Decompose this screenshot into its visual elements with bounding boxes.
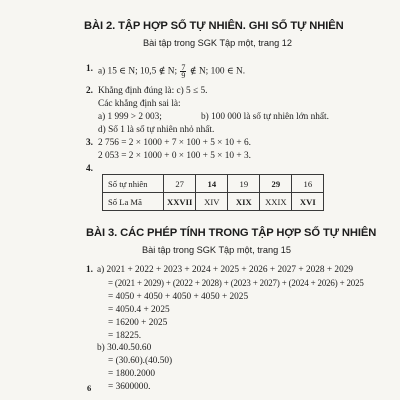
table-cell: XXVII — [164, 193, 196, 211]
exercise-2-line-2: Các khẳng định sai là: — [98, 99, 181, 109]
exercise-2-line-1: Khẳng định đúng là: c) 5 ≤ 5. — [98, 86, 208, 96]
fraction-numerator: 7 — [181, 63, 186, 72]
exercise-2-number: 2. — [86, 86, 93, 96]
calc-a-line-5: = 16200 + 2025 — [108, 318, 168, 328]
exercise-3-number: 3. — [86, 138, 93, 148]
table-cell: XVI — [292, 193, 324, 211]
lesson-2-title: BÀI 2. TẬP HỢP SỐ TỰ NHIÊN. GHI SỐ TỰ NHIÊN — [84, 20, 344, 32]
lesson-3-subtitle: Bài tập trong SGK Tập một, trang 15 — [142, 245, 291, 255]
table-cell: 29 — [260, 175, 292, 193]
exercise-4-number: 4. — [86, 164, 93, 174]
lesson-3-exercise-1-number: 1. — [86, 265, 93, 275]
lesson-3-title: BÀI 3. CÁC PHÉP TÍNH TRONG TẬP HỢP SỐ TỰ NHIÊN — [86, 227, 377, 239]
table-cell: 16 — [292, 175, 324, 193]
exercise-2-item-b: b) 100 000 là số tự nhiên lớn nhất. — [201, 112, 329, 122]
calc-b-line-1: b) 30.40.50.60 — [97, 343, 152, 353]
exercise-1-part-a: a) 15 ∈ N; 10,5 ∉ N; — [98, 66, 178, 77]
exercise-2-item-a: a) 1 999 > 2 003; — [98, 112, 162, 122]
calc-b-line-2: = (30.60).(40.50) — [108, 356, 173, 366]
table-cell: 27 — [164, 175, 196, 193]
table-cell: XXIX — [260, 193, 292, 211]
exercise-3-line-2: 2 053 = 2 × 1000 + 0 × 100 + 5 × 10 + 3. — [98, 151, 251, 161]
table-cell: XIX — [228, 193, 260, 211]
roman-numeral-table — [102, 174, 324, 211]
fraction-denominator: 9 — [181, 71, 186, 80]
table-row — [103, 193, 324, 211]
lesson-2-subtitle: Bài tập trong SGK Tập một, trang 12 — [143, 38, 292, 48]
exercise-1-answer — [98, 64, 245, 79]
exercise-1-number: 1. — [86, 64, 93, 74]
calc-b-line-3: = 1800.2000 — [108, 369, 156, 379]
exercise-1-tail: ∉ N; 100 ∈ N. — [189, 66, 246, 77]
calc-a-line-1: a) 2021 + 2022 + 2023 + 2024 + 2025 + 2026 + 2027 + 2028 + 2029 — [97, 265, 354, 275]
calc-a-line-4: = 4050.4 + 2025 — [108, 305, 170, 315]
exercise-2-item-d: d) Số 1 là số tự nhiên nhỏ nhất. — [98, 125, 215, 135]
table-row — [103, 175, 324, 193]
calc-a-line-6: = 18225. — [108, 331, 142, 341]
exercise-3-line-1: 2 756 = 2 × 1000 + 7 × 100 + 5 × 10 + 6. — [98, 138, 251, 148]
fraction — [180, 64, 186, 79]
table-cell: 19 — [228, 175, 260, 193]
table-row-header: Số La Mã — [103, 193, 164, 211]
table-cell: XIV — [196, 193, 228, 211]
table-row-header: Số tự nhiên — [103, 175, 164, 193]
calc-a-line-2: = (2021 + 2029) + (2022 + 2028) + (2023 + 2027) + (2024 + 2026) + 2025 — [108, 278, 364, 288]
table-cell: 14 — [196, 175, 228, 193]
page-number: 6 — [87, 383, 92, 393]
calc-b-line-4: = 3600000. — [108, 382, 151, 392]
calc-a-line-3: = 4050 + 4050 + 4050 + 4050 + 2025 — [108, 292, 249, 302]
